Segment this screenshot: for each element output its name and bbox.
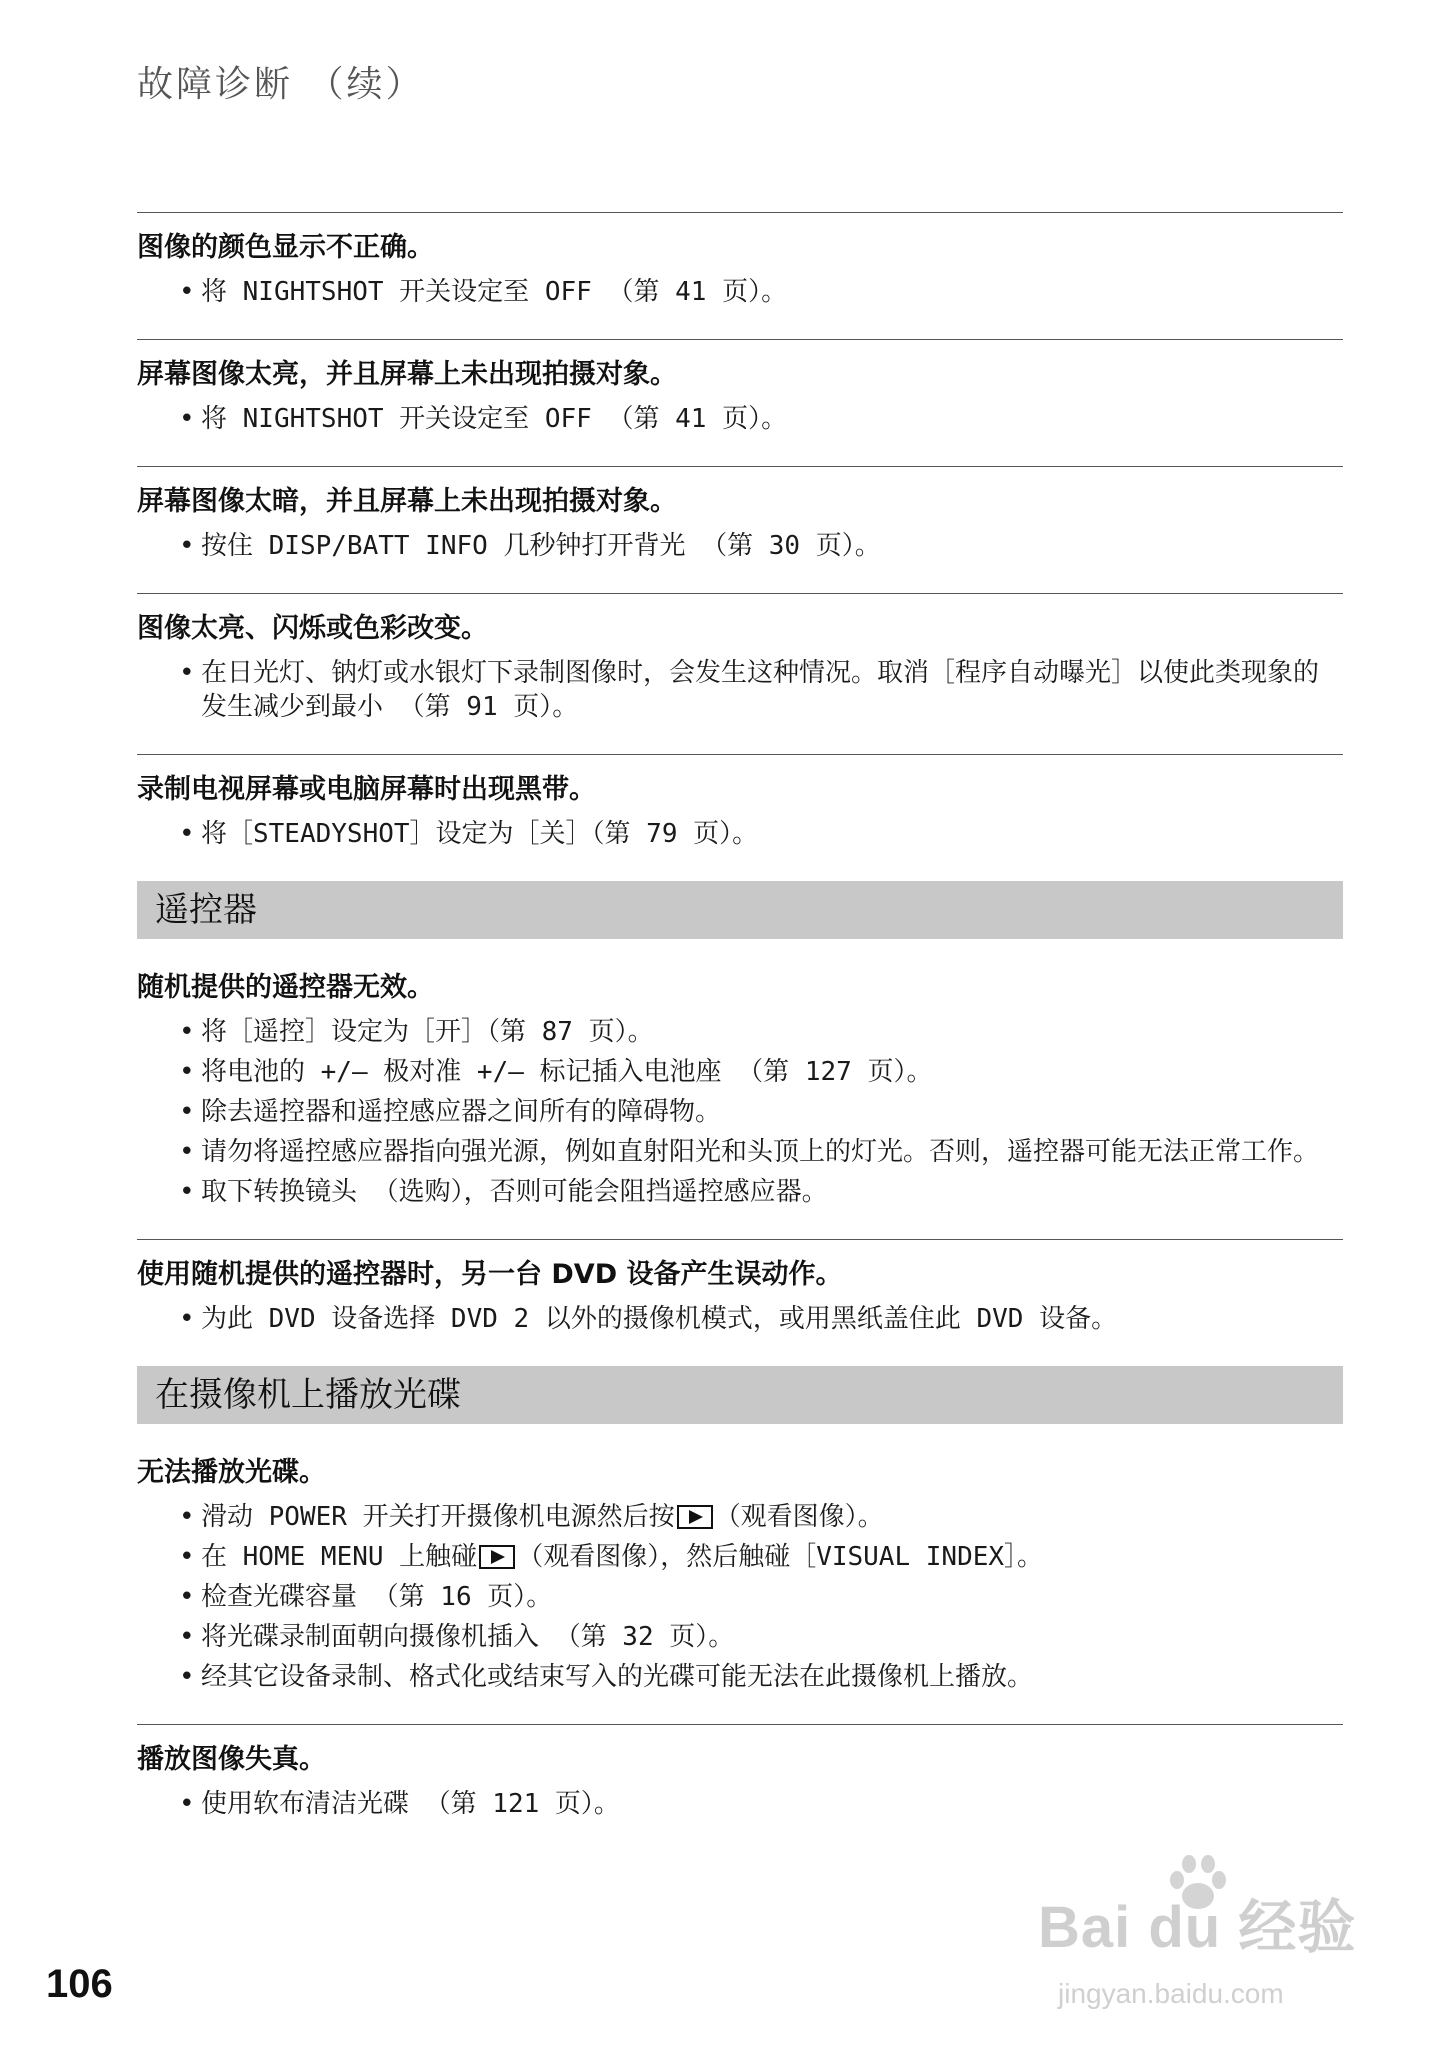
list-item: • 请勿将遥控感应器指向强光源，例如直射阳光和头顶上的灯光。否则，遥控器可能无法正常工作。	[201, 1135, 1343, 1169]
section-heading-playback: 在摄像机上播放光碟	[137, 1366, 1343, 1424]
list-item: • 将［STEADYSHOT］设定为［关］（第 79 页）。	[201, 817, 1343, 851]
entry-title: 播放图像失真。	[137, 1744, 326, 1775]
troubleshoot-entry	[137, 961, 1343, 1209]
list-item: • 按住 DISP/BATT INFO 几秒钟打开背光 （第 30 页）。	[201, 529, 1343, 563]
page-number: 106	[46, 1962, 113, 2006]
list-item: • 将 NIGHTSHOT 开关设定至 OFF （第 41 页）。	[201, 402, 1343, 436]
entry-title: 屏幕图像太暗，并且屏幕上未出现拍摄对象。	[137, 486, 677, 517]
list-item: • 除去遥控器和遥控感应器之间所有的障碍物。	[201, 1095, 1343, 1129]
troubleshoot-entry	[137, 754, 1343, 851]
troubleshoot-entry	[137, 1446, 1343, 1694]
list-item: • 在日光灯、钠灯或水银灯下录制图像时，会发生这种情况。取消［程序自动曝光］以使此类现象的发生减少到最小 （第 91 页）。	[201, 656, 1343, 724]
troubleshoot-entry	[137, 1724, 1343, 1821]
troubleshoot-entry	[137, 466, 1343, 563]
list-item: • 检查光碟容量 （第 16 页）。	[201, 1580, 1343, 1614]
watermark-url: jingyan.baidu.com	[1058, 1978, 1284, 2009]
list-item	[201, 1500, 1343, 1534]
entry-title: 录制电视屏幕或电脑屏幕时出现黑带。	[137, 774, 596, 805]
page-title: 故障诊断 （续）	[137, 64, 425, 105]
list-item: • 将光碟录制面朝向摄像机插入 （第 32 页）。	[201, 1620, 1343, 1654]
view-images-icon	[677, 1505, 713, 1529]
entry-title: 屏幕图像太亮，并且屏幕上未出现拍摄对象。	[137, 359, 677, 390]
troubleshoot-entry	[137, 1239, 1343, 1336]
entry-title: 无法播放光碟。	[137, 1457, 326, 1488]
list-item-text: （观看图像），然后触碰［VISUAL INDEX］。	[517, 1542, 1044, 1572]
entry-title: 图像的颜色显示不正确。	[137, 232, 434, 263]
list-item: • 将电池的 +/– 极对准 +/– 标记插入电池座 （第 127 页）。	[201, 1055, 1343, 1089]
document-body	[137, 212, 1343, 1851]
section-heading-remote: 遥控器	[137, 881, 1343, 939]
list-item: • 将［遥控］设定为［开］（第 87 页）。	[201, 1015, 1343, 1049]
list-item: • 取下转换镜头 （选购），否则可能会阻挡遥控感应器。	[201, 1175, 1343, 1209]
entry-title: 图像太亮、闪烁或色彩改变。	[137, 613, 488, 644]
watermark	[1038, 1850, 1368, 2050]
troubleshoot-entry	[137, 339, 1343, 436]
view-images-icon	[479, 1545, 515, 1569]
list-item: • 为此 DVD 设备选择 DVD 2 以外的摄像机模式，或用黑纸盖住此 DVD 设备。	[201, 1302, 1343, 1336]
entry-title: 使用随机提供的遥控器时，另一台 DVD 设备产生误动作。	[137, 1259, 843, 1290]
list-item-text: 在 HOME MENU 上触碰	[201, 1542, 478, 1572]
list-item: • 使用软布清洁光碟 （第 121 页）。	[201, 1787, 1343, 1821]
troubleshoot-entry	[137, 212, 1343, 309]
list-item-text: 滑动 POWER 开关打开摄像机电源然后按	[201, 1502, 675, 1532]
list-item	[201, 1540, 1343, 1574]
troubleshoot-entry	[137, 593, 1343, 724]
watermark-logo: Bai du 经验	[1038, 1895, 1357, 1960]
entry-title: 随机提供的遥控器无效。	[137, 972, 434, 1003]
list-item-text: （观看图像）。	[714, 1502, 884, 1532]
list-item: • 将 NIGHTSHOT 开关设定至 OFF （第 41 页）。	[201, 275, 1343, 309]
list-item: • 经其它设备录制、格式化或结束写入的光碟可能无法在此摄像机上播放。	[201, 1660, 1343, 1694]
